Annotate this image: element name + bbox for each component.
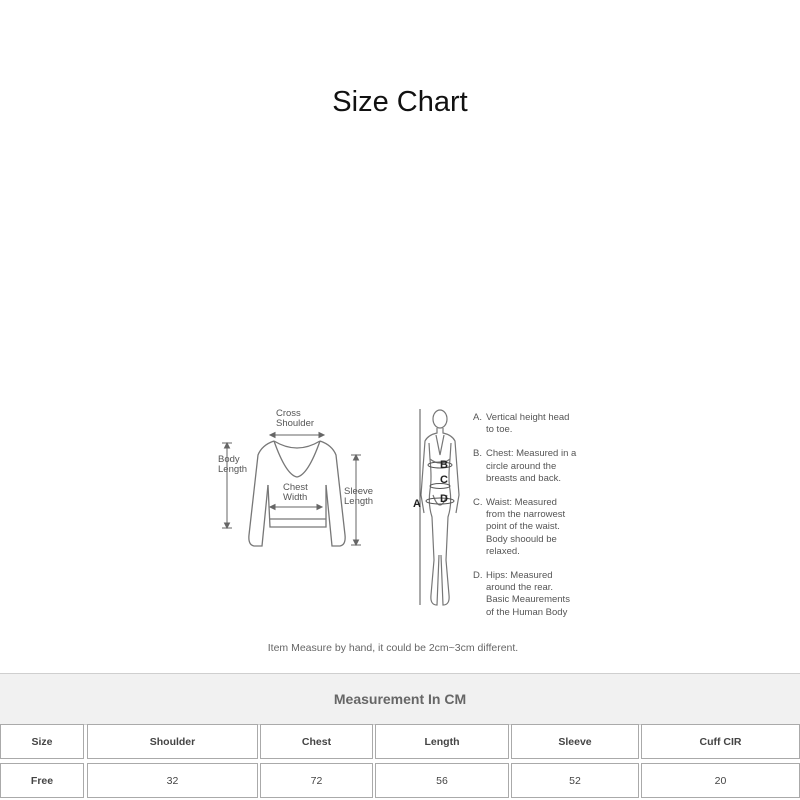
definition-key: B. [473,448,482,460]
chest-width-label-2: Width [283,492,308,503]
cell-shoulder: 32 [87,763,258,798]
definition-text: Chest: Measured in a circle around the breasts and back. [486,448,577,484]
measure-note: Item Measure by hand, it could be 2cm~3cm different. [267,642,519,654]
definition-key: A. [473,412,482,423]
body-length-label-1: Body [218,454,240,465]
cell-size: Free [0,763,84,798]
cell-sleeve: 52 [511,763,639,798]
definition-item [473,570,593,619]
body-figure [421,410,459,605]
sleeve-length-label-1: Sleeve [344,486,374,497]
definition-text: Waist: Measured from the narrowest point of the waist. Body shoould be relaxed. [486,497,566,557]
cell-cuff-cir: 20 [641,763,800,798]
header-sleeve: Sleeve [511,724,639,759]
page-title: Size Chart [332,86,468,118]
cross-shoulder-label-1: Cross [276,408,301,419]
cell-length: 56 [375,763,509,798]
header-length: Length [375,724,509,759]
measurement-table [0,673,800,800]
definition-item [473,448,593,485]
body-label-a: A [413,498,421,510]
header-cuff-cir: Cuff CIR [641,724,800,759]
definition-text: Hips: Measured around the rear. Basic Meaurements of the Human Body [486,570,570,618]
definition-key: C. [473,497,483,509]
cross-shoulder-label-2: Shoulder [276,418,315,429]
definition-item [473,412,593,436]
definition-key: D. [473,570,483,582]
table-row [0,763,800,800]
definition-text: Vertical height head to toe. [486,412,570,436]
cell-chest: 72 [260,763,373,798]
header-shoulder: Shoulder [87,724,258,759]
measurement-diagram [0,395,800,675]
body-label-b: B [440,459,448,471]
sleeve-length-label-2: Length [344,496,374,507]
body-label-c: C [440,474,448,486]
header-size: Size [0,724,84,759]
table-caption: Measurement In CM [0,673,800,725]
body-label-d: D [440,493,448,505]
table-header-row [0,724,800,761]
body-length-label-2: Length [218,464,248,475]
diagram-svg [0,395,800,675]
chest-width-label-1: Chest [283,482,308,493]
header-chest: Chest [260,724,373,759]
definition-item [473,497,593,558]
measurement-definitions [473,412,593,631]
